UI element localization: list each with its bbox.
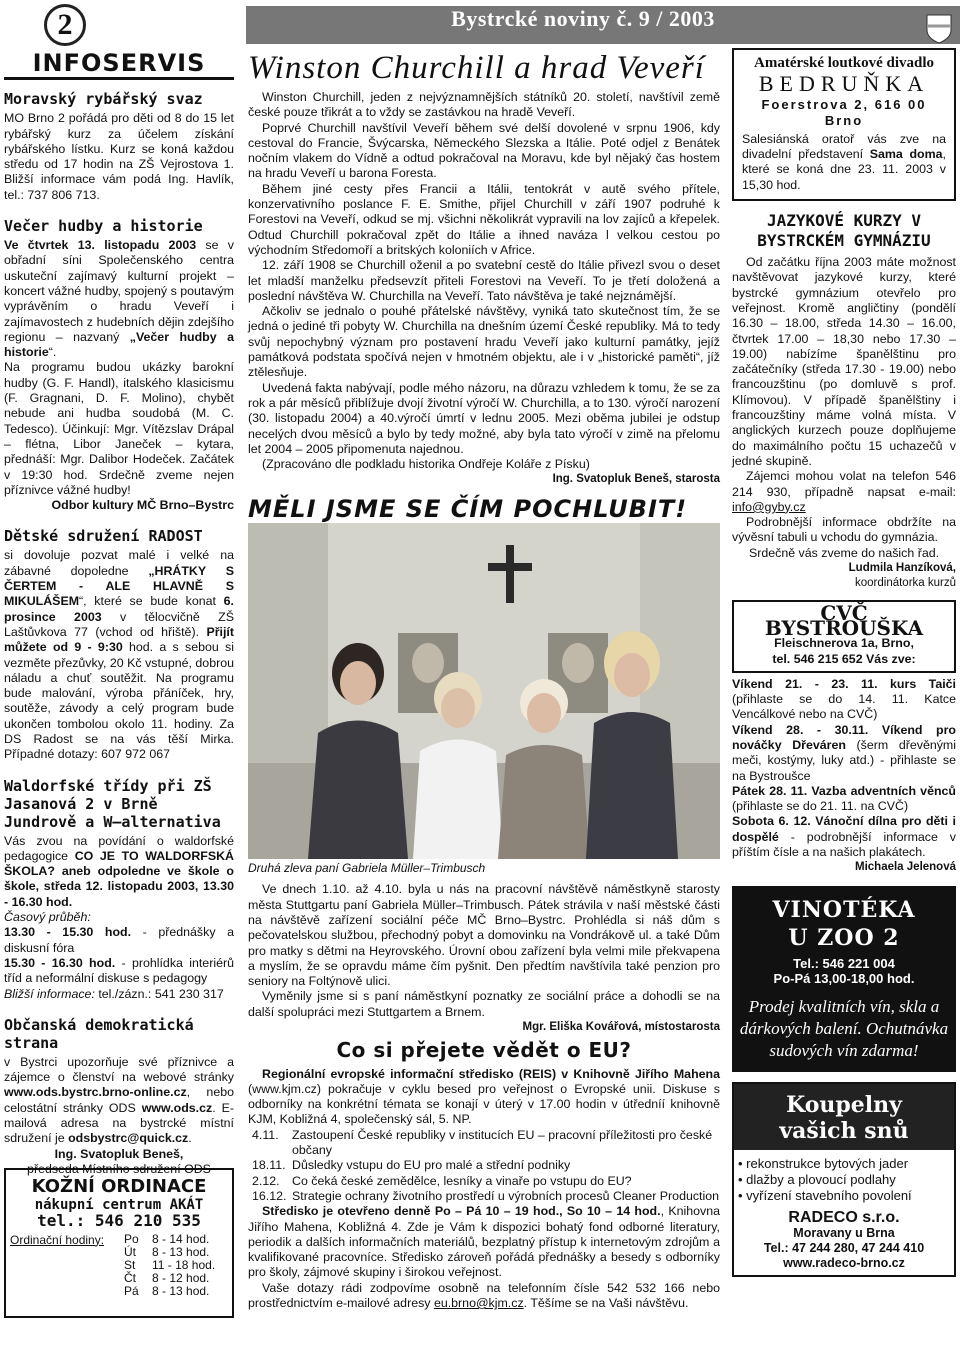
cvc-tel: tel. 546 215 652 Vás zve: [772,651,916,666]
ods-t4: . [188,1131,192,1146]
column-infoservis [4,48,234,1177]
cvc-event-text: (přihlaste se do 14. 11. Katce Vencálkové nebo na CVČ) [732,692,956,722]
list-item [732,814,956,860]
eu-intro-org: Regionální evropské informační středisko (REIS) v Knihovně Jiřího Mahena [262,1066,720,1081]
waldorf-schedule-label: Časový průběh: [4,910,91,925]
cvc-event-title: Pátek 28. 11. Vazba adventních věnců [732,783,956,798]
cvc-event-title: Sobota 6. 12. Vánoční dílna pro děti i dospělé [732,814,956,844]
bedrunka-box [732,48,956,201]
eu-item-text: Co čeká české zemědělce, lesníky a vinaře po vstupu do EU? [292,1173,632,1188]
eu-intro-text: (www.kjm.cz) pokračuje v cyklu besed pro veřejnost o Evropské unii. Diskuse s odborníky na konkrétní témata se konají v úterý v 17.00 hodin v útředníí knihovně KJM, Kobližná 4, společenský sál, 5. NP. [248,1081,720,1127]
photo-illustration [248,523,720,859]
waldorf-row-1-time: 13.30 - 15.30 hod. [4,925,132,940]
waldorf-info-label: Bližší informace: [4,986,95,1001]
cvc-signature: Michaela Jelenová [855,861,956,874]
eu-item-date: 2.12. [252,1173,280,1188]
article-paragraph: Poprvé Churchill navštívil Veveří během své delší dovolené v srpnu 1906, kdy cestoval do Francie, Švýcarska, Německého Slezska a Itálie. Poté odjel z Benátek nočním vlakem do Vídně a odtud pokračoval na Moravu, kde byl nějaký čas hostem na hradu Veveří u barona Foresta. [248,120,720,181]
kozni-subtitle: nákupní centrum AKÁT [34,1197,204,1213]
ods-sig-name: Ing. Svatopluk Beneš, [54,1146,184,1161]
list-item [252,1158,720,1173]
bedrunka-t2: , které se koná dne 23. 11. 2003 v 15,30 hod. [742,147,946,192]
vecer-text [4,238,234,360]
kozni-ordinace-ad [4,1168,234,1318]
cvc-event-text: - podrobnější informace v příštím čísle a na našich plakátech. [732,829,956,860]
cvc-events [732,677,956,876]
article-paragraph: (Zpracováno dle podkladu historika Ondřeje Koláře z Písku) [262,457,590,472]
infoservis-title: INFOSERVIS [4,48,234,80]
eu-lecture-list [252,1128,720,1204]
cvc-event-title: Víkend 21. - 23. 11. kurs Taiči [732,676,956,691]
hours-day: Pá [124,1283,139,1298]
vecer-date: Ve čtvrtek 13. listopadu 2003 [4,238,197,253]
vecer-program: Na programu budou ukázky barokní hudby (G. F. Handl), italského klasicismu (F. Gragnani, D. F. Molino), chybět nebude ani hudba soudobá (M. C. Tedesco). Účinkují: Mgr. Vítězslav Drápal – flétna, Libor Janeček – kytara, přednáší: Mgr. Dalibor Hodeček. Začátek v 19:30 hod. Srdečně zveme nejen příznivce vážné hudby! [4,360,234,497]
hours-time: 11 - 18 hod. [152,1257,216,1272]
ods-text [4,1055,234,1147]
jazykove-contact-text: Zájemci mohou volat na telefon 546 214 930, případně napsat e-mail: [732,469,956,499]
eu-contact-text: Vaše dotazy rádi zodpovíme osobně na telefonním čísle 542 532 166 nebo prostřednictvím e-mailové adresy [248,1280,720,1311]
vinoteka-ad [732,886,956,1073]
koupelny-list [734,1150,954,1206]
waldorf-text [4,834,234,910]
table-row [122,1272,217,1285]
cvc-event-text: (přihlaste se do 21. 11. na CVČ) [732,799,909,814]
vinoteka-tel: Tel.: 546 221 004 [793,955,895,971]
jazykove-text: Od začátku října 2003 máte možnost navštěvovat jazykové kurzy, které bystrcké gymnázium otevřelo pro veřejnost. Kromě angličtiny (pondělí 16.30 – 18.00, středa 14.30 – 16.00, čtvrtek 17.00 – 18,30 nebo 17.30 – 19.00) nabízíme španělštinu pro začátečníky (středa 17.30 - 19.00) nebo francouzštinu (po domluvě s prof. Klímovou). V případě španělštiny i francouzštiny máme volná místa. V anglických kurzech pouze doplňujeme do maximálního počtu 15 uchazečů v jedné skupině. [732,255,956,468]
radost-heading: Dětské sdružení RADOST [4,527,203,546]
vecer-text-end: “. [48,345,57,360]
vinoteka-title: VINOTÉKA [772,896,916,923]
eu-item-text: Strategie ochrany životního prostředí u výrobních procesů Cleaner Production [292,1188,720,1203]
waldorf-row-2-time: 15.30 - 16.30 hod. [4,955,116,970]
list-item: • vyřízení stavebního povolení [738,1188,950,1204]
hours-time: 8 - 13 hod. [152,1244,210,1259]
paper-title: Bystrcké noviny č. 9 / 2003 [451,6,715,31]
radost-t4: hod. a s sebou si vezměte přezůvky, 20 Kč vstupné, dobrou náladu a chuť soutěžit. Na programu bude malování, výroba přáníček, hry, soutěže, závody a celý program bude ukončen tombolou okolo 11. hodiny. Za DS Radost se na vás těší Mirka. Případné dotazy: 607 972 067 [4,640,234,762]
waldorf-row-1 [4,925,234,956]
rybarsky-text: MO Brno 2 pořádá pro děti od 8 do 15 let rybářský kurz za účelem získání rybářského lístku. Kurz se koná každou středu od 17 hodin na ZŠ Vejrostova 1. Bližší informace vám podá Ing. Havlík, tel.: 737 806 713. [4,111,234,202]
eu-open-text: , Knihovna Jiřího Mahena, Kobližná 4. Zde je Vám k dispozici bohatý fond odborné literatury, periodik a dalších informačních materiálů, bezplatný přístup k internetovým zdrojům a kvalifikované pracovníce. Středisko zároveň pořádá přednášky a besedy s odborníky pro školy, zájmové skupiny i širokou veřejnost. [248,1204,720,1280]
ods-t2: , nebo celostátní stránky ODS [4,1085,234,1115]
group-photo [248,523,720,859]
masthead-bar [246,6,960,44]
radost-t3: v tělocvičně ZŠ Laštůvkova 77 (vchod od hřiště). [4,609,234,639]
vecer-event-name: „Večer hudby a historie [4,329,234,360]
table-row [122,1259,217,1272]
waldorf-heading: Waldorfské třídy při ZŠ Jasanová 2 v Brně Jundrově a W–alternativa [4,776,221,831]
eu-item-date: 16.12. [252,1188,287,1203]
pochlubit-paragraph: Ve dnech 1.10. až 4.10. byla u nás na pracovní návštěvě náměstkyně starosty města Stuttgartu paní Gabriela Müller–Trimbusch. Pátek strávila v naší městské části na návštěvě zařízení sociální péče MČ Brno–Bystrc. Prohlédla si náš dům s pečovatelskou službou, přechodný pobyt a domovinku na Vondrákově ul. a také Dům pro matky s dětmi na Heyrovského. Úrovní obou zařízení byla velmi mile překvapena a myslím, že se opravdu máme čím pyšnit. Den předtím navštívila také penzion pro seniory na Foltýnově ulici. [248,882,720,989]
list-item: • rekonstrukce bytových jader [738,1156,950,1172]
table-row [122,1233,217,1246]
koupelny-ad [732,1082,956,1277]
vecer-text-1: se v obřadní síni Společenského centra uskuteční zajímavý kulturní projekt – koncert vážné hudby, spojený s poutavým vyprávěním o hradu Veveří i zajímavostech z hudebních dějin zdejšího regionu – nazvaný [4,238,234,344]
eu-item-date: 18.11. [252,1158,286,1173]
jazykove-info: Podrobnější informace obdržíte na vývěsní tabuli u vchodu do gymnázia. [732,515,956,545]
jazykove-invite: Srdečně vás zveme do našich řad. [748,545,940,560]
eu-email-link[interactable]: eu.brno@kjm.cz [433,1296,524,1311]
bedrunka-name: BEDRUŇKA [758,71,930,97]
radost-t2: “, které se bude konat [79,594,224,609]
kozni-tel: tel.: 546 210 535 [37,1211,201,1231]
hours-day: Po [124,1231,139,1246]
eu-open [248,1204,720,1280]
waldorf-row-2 [4,956,234,987]
list-item [252,1174,720,1189]
page-number: 2 [44,4,86,46]
article-signature: Ing. Svatopluk Beneš, starosta [552,473,720,486]
pochlubit-paragraph: Vyměnily jsme si s paní náměstkyní poznatky ze sociální práce a dohodli se na další spolupráci mezi Stuttgartem a Brnem. [248,989,720,1019]
bedrunka-t1: Salesiánská oratoř vás zve na divadelní představení [742,131,946,162]
koupelny-subtitle: vašich snů [779,1118,909,1145]
radeco-place: Moravany u Brna [793,1225,895,1240]
pochlubit-title: MĚLI JSME SE ČÍM POCHLUBIT! [248,494,688,523]
jazykove-sig-name: Ludmila Hanzíková, [848,562,956,575]
hours-day: St [124,1257,136,1272]
ods-t1: v Bystrci upozorňuje své příznivce a zájemce o členství na webové stránky [4,1054,234,1085]
article-paragraph: Uvedená fakta nabývají, podle mého názoru, na důrazu vzhledem k tomu, že se za rok a pár měsíců přiblížuje dvojí životní výročí W. Churchilla, a to 130. výročí narození (30. listopadu 2004) a 40.výročí úmrtí v lednu 2005. Mezi oběma jubilei je odstup necelých dvou měsíců a bylo by tedy možné, aby byla tato výročí v zimě na přelomu let 2004 – 2005 připomenuta najednou. [248,380,720,456]
eu-item-text: Zastoupení České republiky v institucích EU – pracovní příležitosti pro české občany [292,1127,713,1158]
ods-web2-link[interactable]: www.ods.cz [141,1100,213,1115]
article-paragraph: 12. září 1908 se Churchill oženil a po svatební cestě do Itálie přivezl svou o deset let mladší manželku předsevzít přiteli Forestovi na Veveří. To je třetí doložená a poslední návštěva W. Churchilla na Veveří. Tato návštěva je také nejznámější. [248,258,720,303]
list-item [732,677,956,723]
vinoteka-subtitle: U ZOO 2 [788,924,900,951]
article-title: Winston Churchill a hrad Veveří [248,50,705,86]
bedrunka-heading: Amatérské loutkové divadlo [754,55,934,71]
vecer-heading: Večer hudby a historie [4,217,203,236]
vecer-signature: Odbor kultury MČ Brno–Bystrc [51,498,234,513]
vinoteka-hours: Po-Pá 13,00-18,00 hod. [773,970,915,986]
list-item [252,1189,720,1204]
vinoteka-slogan: Prodej kvalitních vín, sklа a dárkových balení. Ochutnávka sudových vín zdarma! [739,997,949,1061]
radeco-web-link[interactable]: www.radeco-brno.cz [783,1256,905,1271]
waldorf-t1: Vás zvou na povídání o waldorfské pedagogice [4,833,234,863]
list-item: • dlažby a plovoucí podlahy [738,1172,950,1188]
list-item [732,723,956,784]
article-paragraph: Winston Churchill, jeden z nejvýznamnějších státníků 20. století, navštívil země české pouze třikrát a to vždy se zastávkou na hradě Veveří. [248,90,720,120]
kozni-title: KOŽNÍ ORDINACE [31,1176,207,1197]
table-row [122,1285,217,1298]
radost-event: „HRÁTKY S ČERTEM - ALE HLAVNĚ S MIKULÁŠEM [4,563,234,609]
cvc-box [732,600,956,673]
column-right [732,48,956,1277]
bedrunka-address: Foerstrova 2, 616 00 Brno [761,97,927,128]
eu-item-date: 4.11. [252,1127,279,1142]
list-item [252,1128,720,1159]
radeco-company: RADECO s.r.o. [788,1209,900,1227]
eu-intro [248,1067,720,1128]
ods-t3: . E-mailová adresa na bystrcké místní sdružení je [4,1100,235,1146]
list-item [732,784,956,815]
waldorf-row-1-text: - přednášky a diskusní fóra [4,925,234,955]
ods-sig-role: předseda Místního sdružení ODS [27,1161,211,1176]
waldorf-info-tel: tel./zázn.: 541 230 317 [94,986,224,1001]
waldorf-event: CO JE TO WALDORFSKÁ ŠKOLA? aneb odpoledne ve škole o škole, středa 12. listopadu 2003, 13.30 - 16.30 hod. [4,848,234,909]
crest-icon [926,14,952,44]
koupelny-title: Koupelny [786,1092,902,1119]
kozni-hours [10,1233,228,1298]
cvc-event-title: Víkend 28. - 30.11. Víkend pro nováčky Dřeváren [732,722,956,752]
column-main [248,48,720,1311]
kozni-hours-table [122,1233,217,1298]
hours-time: 8 - 14 hod. [152,1231,210,1246]
waldorf-info [4,987,234,1002]
radost-text [4,548,234,762]
hours-time: 8 - 12 hod. [152,1270,210,1285]
pochlubit-signature: Mgr. Eliška Kovářová, místostarosta [522,1020,720,1033]
hours-day: Čt [124,1270,136,1285]
cvc-event-text: (šerm dřevěnými meči, kostýmy, luky atd.) - přihlaste se na Bystroušce [732,737,956,783]
article-paragraph: Ačkoliv se jednalo o pouhé přátelské návštěvy, vyniká tato skutečnost tím, že se jedná o jediné tři pobyty W. Churchilla na dnešním území České republiky. Má to tedy svůj nepochybný význam pro postavení hradu Veveří jako kulturní památky, jejíž památková podstata spočívá nejen v hmotném objektu, ale i v „historické paměti“, jíž ztělesňuje. [248,304,720,380]
hours-day: Út [124,1244,136,1259]
photo-caption: Druhá zleva paní Gabriela Müller–Trimbusch [248,861,486,876]
cvc-address: Fleischnerova 1a, Brno, [774,636,914,651]
hours-time: 8 - 13 hod. [152,1283,210,1298]
bedrunka-text [742,132,946,193]
eu-contact-end: . Těšíme se na Vaši návštěvu. [523,1296,689,1311]
rybarsky-heading: Moravský rybářský svaz [4,90,203,109]
eu-item-text: Důsledky vstupu do EU pro malé a střední podniky [292,1158,571,1173]
radost-date: 6. prosince 2003 [4,594,234,624]
radeco-tel: Tel.: 47 244 280, 47 244 410 [763,1240,925,1255]
radost-come: Přijít můžete od 9 - 9:30 [4,624,234,655]
jazykove-contact [732,469,956,515]
kozni-hours-label: Ordinační hodiny: [10,1232,105,1247]
radost-t1: si dovoluje pozvat malé i velké na zábavné dopoledne [4,548,234,578]
eu-contact [248,1281,720,1312]
table-row [122,1246,217,1259]
jazykove-email-link[interactable]: info@gyby.cz [732,499,806,514]
koupelny-header [734,1084,954,1150]
bedrunka-show: Sama doma [869,147,943,162]
ods-heading: Občanská demokratická strana [4,1015,194,1052]
article-paragraph: Během jiné cesty přes Francii a Itálii, tentokrát v autě svého přítele, konzervativního poslance F. E. Smithe, přijel Churchill v září 1907 podruhé k Forestovi na Veveří, odkud se mj. všichni několikrát vypravili na lov zajíců a křepelek. Odtud Churchill pokračoval zpět do Itálie a ihned naváza l velkou cestou po východním Středomoří a britských koloniích v Africe. [248,181,720,257]
ods-web-link[interactable]: www.ods.bystrc.brno-online.cz [4,1085,187,1100]
ods-email-link[interactable]: odsbystrc@quick.cz [68,1131,189,1146]
eu-title: Co si přejete vědět o EU? [336,1038,632,1063]
eu-open-hours: Středisko je otevřeno denně Po – Pá 10 – 19 hod., So 10 – 14 hod. [262,1204,661,1219]
cvc-title: CVČ BYSTROUŠKA [764,600,924,640]
jazykove-title: JAZYKOVÉ KURZY V BYSTRCKÉM GYMNÁZIU [757,211,931,251]
waldorf-row-2-text: - prohlídka interiérů tříd a neformální diskuse s pedagogy [4,955,234,986]
jazykove-sig-role: koordinátorka kurzů [855,577,956,590]
